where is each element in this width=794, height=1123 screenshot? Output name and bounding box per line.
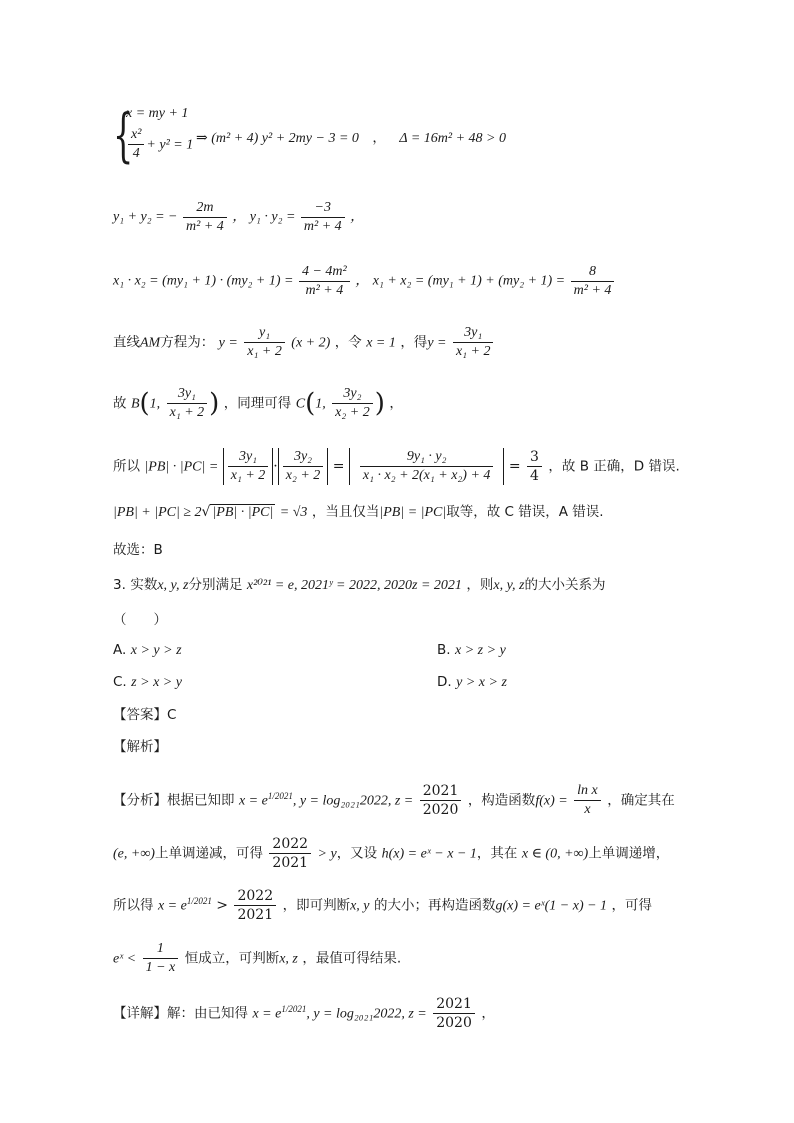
option-a: A. x > y > z (113, 642, 182, 658)
system-eq1: x = my + 1 (126, 106, 189, 121)
option-d: D. y > x > z (437, 674, 507, 690)
system-derived: ⇒ (m² + 4) y² + 2my − 3 = 0 ， Δ = 16m² + 48 > 0 (196, 130, 507, 146)
system-brace: { (113, 101, 134, 169)
points-bc-line: 故 B(1, $\frac{\text{3y₁}}{\text{x₁ + 2}}$ ) ，同理可得 C(1, $\frac{\text{3y₂}}{\text{x₂ + 2}}$ ) ， (113, 386, 403, 420)
option-b: B. x > z > y (437, 642, 506, 658)
analysis-heading: 【解析】 (113, 739, 167, 755)
answer-line: 【答案】C (113, 707, 177, 723)
analysis-line-4: eˣ < $\frac{1}{1 - x}$ 恒成立，可判断x, z ，最值可得结果. (113, 941, 402, 975)
question-3-paren: （ ） (113, 612, 167, 628)
x-relations-line: x₁ · x₂ = (my₁ + 1) · (my₂ + 1) = $\frac{\text{4 − 4m²}}{\text{m² + 4}}$ ， x₁ + x₂ = (my₁ + 1) + (my₂ + 1) = $\frac{8}{\text{m² + 4}}$ (113, 263, 616, 300)
analysis-line-3: 所以得 $x = e^{1/2021}$ > $\frac{2022}{2021}$ ，即可判断x, y 的大小；再构造函数g(x) = eˣ(1 − x) − 1 ，可得 (113, 888, 653, 923)
vieta-line: y₁ + y₂ = − $\frac{2m}{\text{m² + 4}}$ ， y₁ · y₂ = $\frac{-3}{\text{m² + 4}}$ ， (113, 200, 365, 234)
system-eq2: $\frac{\text{x²}}{4}$ + y² = 1 (126, 126, 193, 163)
analysis-line-2: (e, +∞)上单调递减，可得 $\frac{2022}{2021}$ > y，又设 h(x) = eˣ − x − 1，其在 x ∈ (0, +∞)上单调递增， (113, 836, 670, 871)
inequality-line: |PB| + |PC| ≥ 2√ |PB| · |PC| = √3 ，当且仅当|PB| = |PC|取等，故 C 错误，A 错误. (113, 504, 604, 520)
option-c: C. z > x > y (113, 674, 182, 690)
choose-answer: 故选：B (113, 542, 163, 558)
product-line: 所以 |PB| · |PC| = $\frac{\text{3y₁}}{\text{x₁ + 2}}$ · $\frac{\text{3y₂}}{\text{x₂ + 2}}$ = $\frac{\text{9y₁ · y₂}}{\text{x₁ · x₂ + 2(x₁ + x₂) + 4}}$ = $\frac{3}{4}$ ，故 B 正确，D 错误. (113, 449, 680, 484)
line-am-equation: 直线AM方程为： y = $\frac{\text{y₁}}{\text{x₁ + 2}}$ (x + 2) ，令 x = 1 ，得y = $\frac{\text{3y₁}}{\text{x₁ + 2}}$ (113, 324, 495, 361)
analysis-line-1: 【分析】根据已知即 $x = e^{1/2021}$, y = log₂₀₂₁2022, z = $\frac{2021}{2020}$ ，构造函数f(x) = $\frac{\text{ln x}}{x}$ ，确定其在 (113, 783, 675, 818)
question-3-stem: 3. 实数x, y, z分别满足 x²⁰²¹ = e, 2021ʸ = 2022, 2020z = 2021 ，则x, y, z的大小关系为 (113, 577, 606, 593)
detail-line: 【详解】解：由已知得 $x = e^{1/2021}$, y = log₂₀₂₁2022, z = $\frac{2021}{2020}$ ， (113, 996, 495, 1031)
